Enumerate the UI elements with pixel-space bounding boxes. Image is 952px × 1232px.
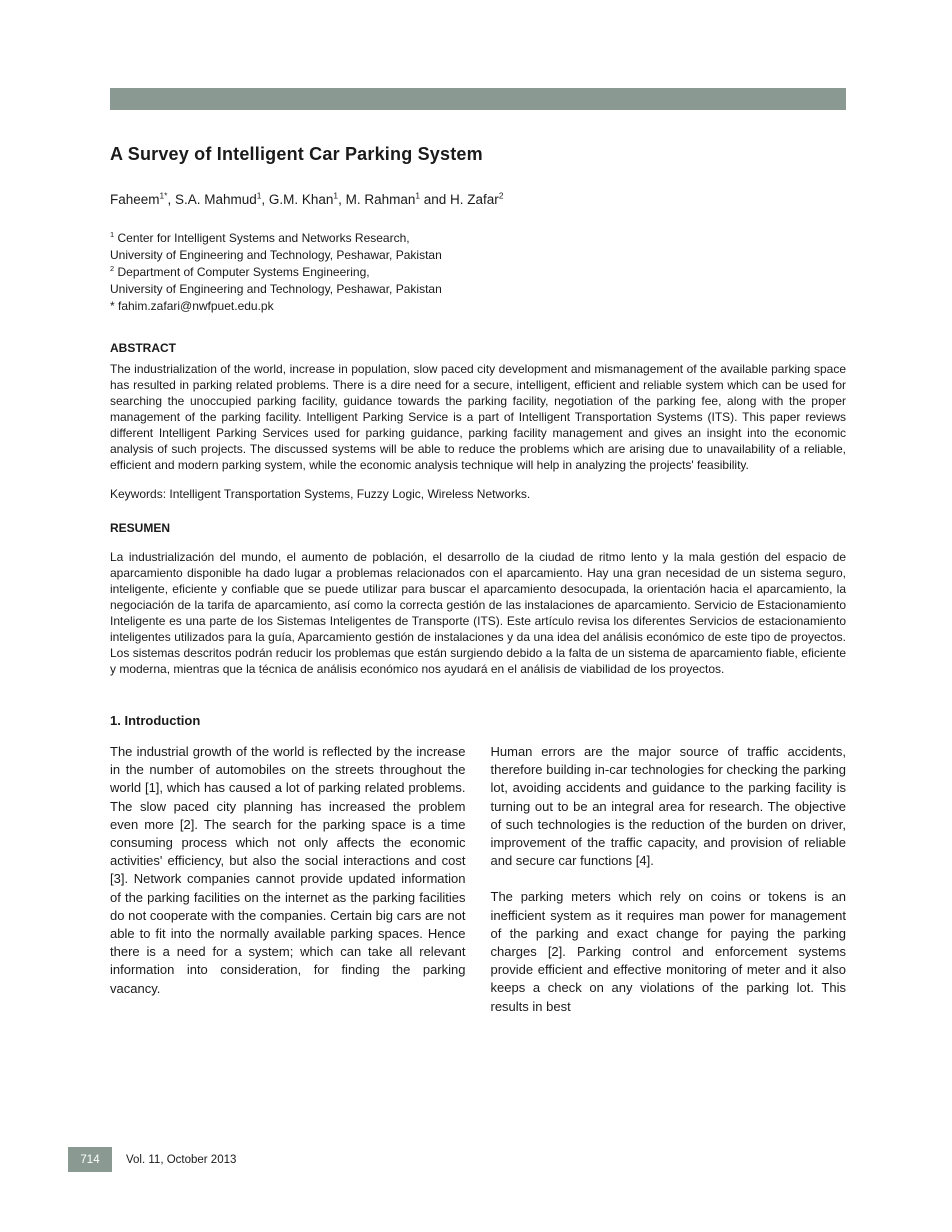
body-paragraph: The industrial growth of the world is reflected by the increase in the number of automobiles on the streets throughout the world [1], which has caused a lot of parking related problems. The slow paced city planning has increased the problem even more [2]. The search for the parking space is a time consuming process which not only affects the economic activities' efficiency, but also the social interactions and cost [3]. Network companies cannot provide updated information of the parking facilities on the internet as the parking facilities do not cooperate with the companies. Certain big cars are not able to fit into the normally available parking spaces. Hence there is a need for a system; which can take all relevant information into consideration, for finding the parking vacancy. xyxy=(110,744,466,996)
author-name: , M. Rahman xyxy=(338,192,416,207)
affiliations-block xyxy=(110,230,846,315)
article-title: A Survey of Intelligent Car Parking System xyxy=(110,144,483,164)
resumen-paragraph: La industrialización del mundo, el aumento de población, el desarrollo de la ciudad de ritmo lento y la mala gestión del espacio de aparcamiento disponible ha dado lugar a problemas relacionados con el aparcamiento. Hay una gran necesidad de un sistema seguro, inteligente, eficiente y confiable que se puede utilizar para buscar el aparcamiento desocupada, la orientación hacia el aparcamiento, la negociación de la tarifa de aparcamiento, así como la correcta gestión de las instalaciones de aparcamiento. Servicio de Estacionamiento Inteligente es una parte de los Sistemas Inteligentes de Transporte (ITS). Este artículo revisa los diferentes Servicios de estacionamiento inteligentes utilizados para la guía, Aparcamiento gestión de instalaciones y da una idea del análisis económico de este tipo de proyectos. Los sistemas descritos podrán reducir los problemas que están surgiendo debido a la falta de un sistema de aparcamiento fiable, eficiente y moderna, mientras que la técnica de análisis económico nos ayudará en el análisis de viabilidad de los proyectos. xyxy=(110,550,846,676)
abstract-heading: ABSTRACT xyxy=(110,341,176,355)
body-paragraph: The parking meters which rely on coins or tokens is an inefficient system as it requires man power for management of the parking and exact change for paying the parking charges [2]. Parking control and enforcement systems provide efficient and effective monitoring of meter and it also keeps a check on any violations of the parking lot. This results in best xyxy=(490,889,846,1014)
keywords-line: Keywords: Intelligent Transportation Systems, Fuzzy Logic, Wireless Networks. xyxy=(110,487,531,501)
header-accent-bar xyxy=(110,88,846,110)
page-number-badge: 714 xyxy=(68,1147,112,1172)
author-affiliation-mark: 1 xyxy=(333,190,339,201)
introduction-heading: 1. Introduction xyxy=(110,713,201,728)
affiliation-line xyxy=(110,264,846,281)
author-affiliation-mark: 1* xyxy=(159,190,168,201)
affiliation-text: Department of Computer Systems Engineering, xyxy=(114,265,370,279)
affiliation-mark: 2 xyxy=(110,264,115,273)
corresponding-author-email xyxy=(110,298,846,315)
authors-line xyxy=(110,192,846,207)
resumen-heading: RESUMEN xyxy=(110,521,171,535)
author-name: , G.M. Khan xyxy=(261,192,334,207)
footer-issue-text: Vol. 11, October 2013 xyxy=(126,1153,237,1166)
two-column-body xyxy=(110,743,846,1016)
body-paragraph: Human errors are the major source of traffic accidents, therefore building in-car technologies for checking the parking lot, avoiding accidents and guidance to the parking facility is turning out to be an integral area for research. The objective of such technologies is the reduction of the burden on driver, improvement of the traffic capacity, and provision of reliable and secure car functions [4]. xyxy=(490,744,846,869)
affiliation-line xyxy=(110,247,846,264)
author-affiliation-mark: 1 xyxy=(415,190,421,201)
author-name: Faheem xyxy=(110,192,160,207)
affiliation-mark: 1 xyxy=(110,230,115,239)
affiliation-text: Center for Intelligent Systems and Networks Research, xyxy=(114,231,410,245)
author-affiliation-mark: 1 xyxy=(256,190,262,201)
page-content xyxy=(110,0,846,1016)
affiliation-text: * fahim.zafari@nwfpuet.edu.pk xyxy=(110,299,274,313)
affiliation-text: University of Engineering and Technology, Peshawar, Pakistan xyxy=(110,248,442,262)
affiliation-line xyxy=(110,281,846,298)
affiliation-line xyxy=(110,230,846,247)
author-name: and H. Zafar xyxy=(420,192,499,207)
right-column xyxy=(491,743,847,1016)
page-footer xyxy=(0,1147,952,1172)
author-affiliation-mark: 2 xyxy=(498,190,504,201)
abstract-paragraph: The industrialization of the world, increase in population, slow paced city development and mismanagement of the available parking space has resulted in parking related problems. There is a dire need for a secure, intelligent, efficient and reliable system which can be used for searching the unoccupied parking facility, guidance towards the parking facility, negotiation of the parking fee, along with the proper management of the parking facility. Intelligent Parking Service is a part of Intelligent Transportation Systems (ITS). This paper reviews different Intelligent Parking Services used for parking guidance, parking facility management and gives an insight into the economic analysis of such projects. The discussed systems will be able to reduce the problems which are arising due to unavailability of a reliable, efficient and modern parking system, while the economic analysis technique will help in analyzing the projects' feasibility. xyxy=(110,362,846,472)
affiliation-text: University of Engineering and Technology, Peshawar, Pakistan xyxy=(110,282,442,296)
left-column xyxy=(110,743,466,1016)
author-name: , S.A. Mahmud xyxy=(167,192,257,207)
